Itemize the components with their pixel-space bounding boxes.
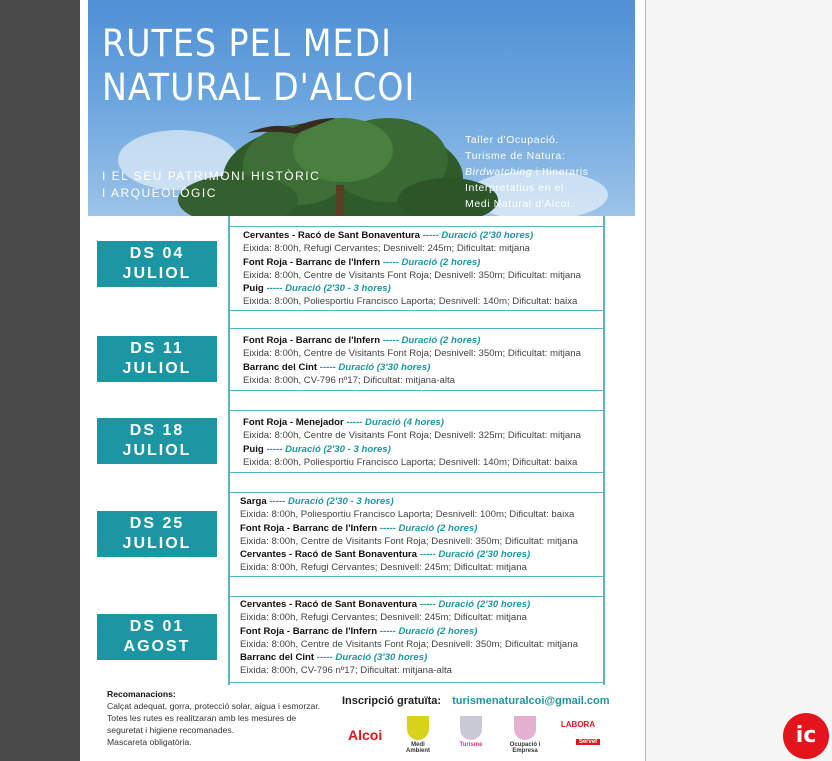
recommendations <box>107 688 347 748</box>
turisme-icon <box>460 716 482 740</box>
grid-row-line <box>228 472 605 473</box>
route-info: Eixida: 8:00h, CV-796 nº17; Dificultat: mitjana-alta <box>240 665 453 677</box>
route-duration: ----- Duració (2'30 - 3 hores) <box>269 496 394 507</box>
inscription-email-link[interactable]: turismenaturalcoi@gmail.com <box>452 695 610 707</box>
route-list <box>243 229 633 309</box>
route-name: Barranc del Cint <box>240 652 315 664</box>
poster-subtitle: I EL SEU PATRIMONI HISTÒRIC I ARQUEOLÒGIC <box>102 169 321 200</box>
route-duration: ----- Duració (2'30 hores) <box>419 549 531 561</box>
route-list <box>243 416 633 469</box>
leaf-icon <box>407 716 429 740</box>
date-badge: DS 04 JULIOL <box>97 241 217 287</box>
ic-logo-badge: ic <box>783 713 829 759</box>
grid-row-line <box>228 390 605 391</box>
route-list <box>243 334 633 387</box>
route-name: Cervantes - Racó de Sant Bonaventura <box>240 549 418 561</box>
recommendation-line: Totes les rutes es realitzaran amb les mesures de <box>107 713 297 723</box>
labora-label: LABORA <box>560 720 596 729</box>
route-duration: ----- Duració (3'30 hores) <box>316 652 428 664</box>
poster-title: RUTES PEL MEDI NATURAL D'ALCOI <box>102 22 416 109</box>
grid-row-line <box>228 410 605 411</box>
grid-row-line <box>228 226 605 227</box>
ocupacio-icon <box>514 716 536 740</box>
date-badge: DS 18 JULIOL <box>97 418 217 464</box>
grid-row-line <box>228 492 605 493</box>
date-badge: DS 01 AGOST <box>97 614 217 660</box>
route-name: Barranc del Cint <box>243 361 318 373</box>
grid-row-line <box>228 682 605 683</box>
route-name: Puig <box>243 283 264 295</box>
route-name: Font Roja - Barranc de l'Infern <box>240 522 378 534</box>
route-name: Sarga <box>240 496 267 507</box>
route-info: Eixida: 8:00h, Centre de Visitants Font Roja; Desnivell: 350m; Dificultat: mitjana <box>240 638 578 650</box>
route-info: Eixida: 8:00h, Refugi Cervantes; Desnivell: 245m; Dificultat: mitjana <box>243 243 530 255</box>
ocupacio-label: Ocupació i Empresa <box>509 742 541 754</box>
route-duration: ----- Duració (2 hores) <box>379 522 478 534</box>
inscription-label: Inscripció gratuïta: <box>342 695 442 707</box>
viewer-side-panel <box>645 0 832 761</box>
route-duration: ----- Duració (3'30 hores) <box>319 361 431 373</box>
viewer-background-left <box>0 0 80 761</box>
workshop-description: Taller d'Ocupació. Turisme de Natura: Birdwatching i Itineraris Interpretatius en el Medi Natural d'Alcoi. <box>465 134 589 210</box>
route-info: Eixida: 8:00h, Refugi Cervantes; Desnivell: 245m; Dificultat: mitjana <box>240 562 527 574</box>
route-info: Eixida: 8:00h, CV-796 nº17; Dificultat: mitjana-alta <box>243 374 456 386</box>
alcoi-logo-text: Alcoi <box>348 727 383 743</box>
hero-banner <box>88 0 635 216</box>
route-name: Cervantes - Racó de Sant Bonaventura <box>243 230 421 241</box>
route-name: Font Roja - Barranc de l'Infern <box>240 625 378 637</box>
route-info: Eixida: 8:00h, Centre de Visitants Font Roja; Desnivell: 325m; Dificultat: mitjana <box>243 430 581 442</box>
poster-page <box>80 0 645 761</box>
inscription <box>342 695 610 707</box>
medi-ambient-label: Medi Ambient <box>406 742 430 754</box>
grid-row-line <box>228 328 605 329</box>
route-duration: ----- Duració (2'30 - 3 hores) <box>266 283 391 295</box>
grid-row-line <box>228 576 605 577</box>
route-duration: ----- Duració (2'30 - 3 hores) <box>266 443 391 455</box>
route-info: Eixida: 8:00h, Centre de Visitants Font Roja; Desnivell: 350m; Dificultat: mitjana <box>243 269 581 281</box>
route-duration: ----- Duració (2'30 hores) <box>419 599 531 610</box>
route-duration: ----- Duració (4 hores) <box>346 417 444 428</box>
route-info: Eixida: 8:00h, Poliesportiu Francisco Laporta; Desnivell: 140m; Dificultat: baixa <box>243 296 578 308</box>
alcoi-logo <box>348 727 382 743</box>
turisme-logo <box>453 716 489 748</box>
grid-row-line <box>228 310 605 311</box>
turisme-label: Turisme <box>459 742 483 748</box>
grid-row-line <box>228 596 605 597</box>
route-list <box>240 495 630 575</box>
grid-vertical-left <box>228 216 230 685</box>
route-info: Eixida: 8:00h, Centre de Visitants Font Roja; Desnivell: 350m; Dificultat: mitjana <box>243 348 581 360</box>
route-duration: ----- Duració (2 hores) <box>379 625 478 637</box>
route-name: Puig <box>243 443 264 455</box>
medi-ambient-logo <box>400 716 436 754</box>
route-info: Eixida: 8:00h, Refugi Cervantes; Desnivell: 245m; Dificultat: mitjana <box>240 612 527 624</box>
route-name: Font Roja - Barranc de l'Infern <box>243 335 381 346</box>
date-badge: DS 25 JULIOL <box>97 511 217 557</box>
ocupacio-logo <box>505 716 545 754</box>
route-info: Eixida: 8:00h, Centre de Visitants Font Roja; Desnivell: 350m; Dificultat: mitjana <box>240 535 578 547</box>
route-list <box>240 598 630 678</box>
recommendation-line: Calçat adequat, gorra, protecció solar, aigua i esmorzar. <box>107 701 321 711</box>
route-name: Cervantes - Racó de Sant Bonaventura <box>240 599 418 610</box>
route-duration: ----- Duració (2 hores) <box>382 256 481 268</box>
labora-logo <box>556 720 600 745</box>
recommendations-title: Recomanacions: <box>107 689 176 699</box>
route-info: Eixida: 8:00h, Poliesportiu Francisco Laporta; Desnivell: 140m; Dificultat: baixa <box>243 456 578 468</box>
recommendation-line: seguretat i higiene recomanades. <box>107 725 235 735</box>
route-duration: ----- Duració (2 hores) <box>382 335 481 346</box>
route-info: Eixida: 8:00h, Poliesportiu Francisco Laporta; Desnivell: 100m; Dificultat: baixa <box>240 509 575 521</box>
date-badge: DS 11 JULIOL <box>97 336 217 382</box>
route-name: Font Roja - Menejador <box>243 417 344 428</box>
route-duration: ----- Duració (2'30 hores) <box>422 230 534 241</box>
servef-label: Servef <box>576 739 600 745</box>
route-name: Font Roja - Barranc de l'Infern <box>243 256 381 268</box>
recommendation-line: Mascareta obligatòria. <box>107 737 192 747</box>
